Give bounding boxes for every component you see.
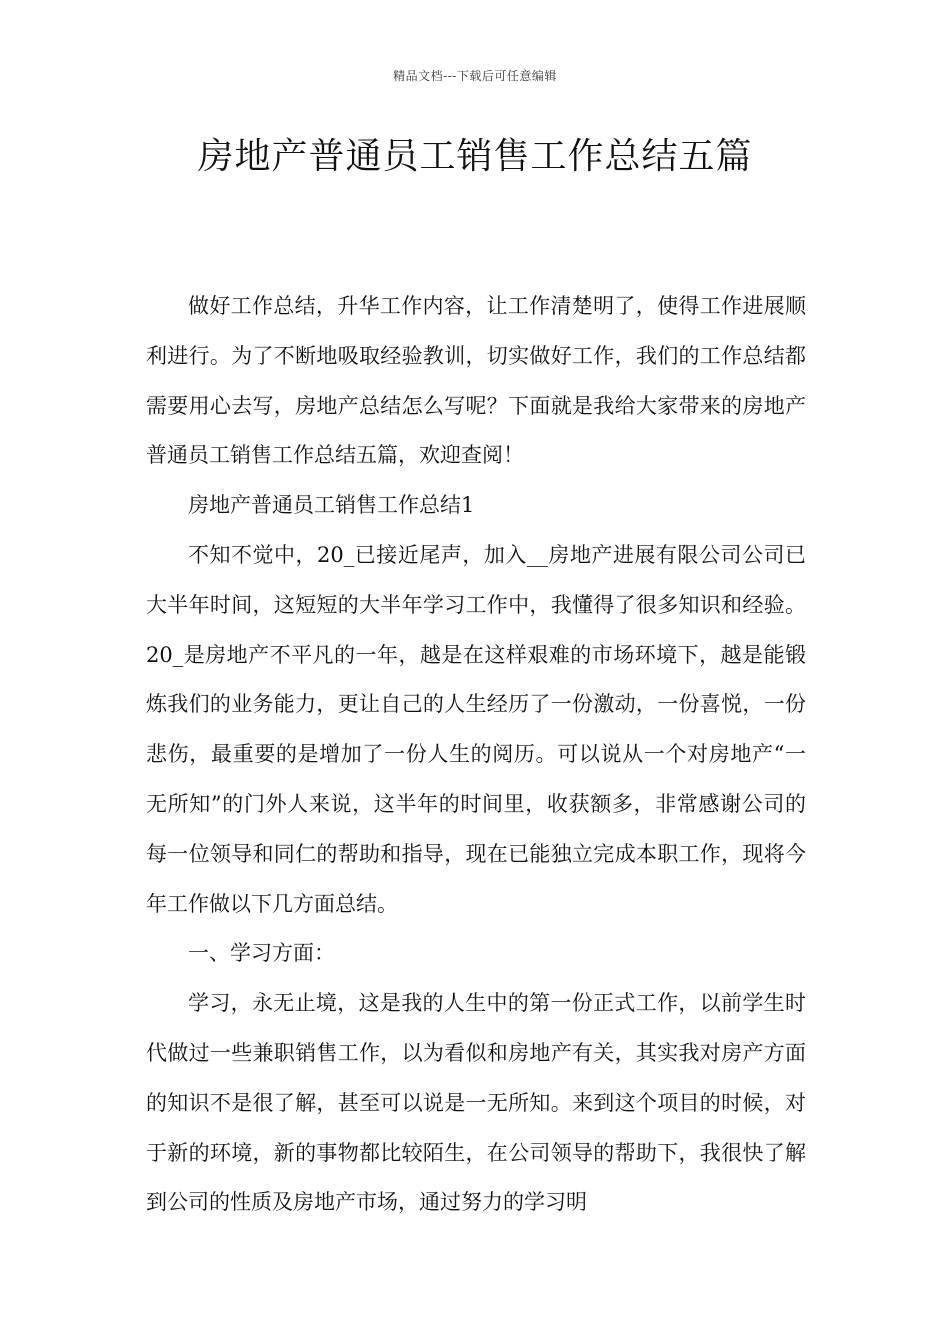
header-note: 精品文档---下载后可任意编辑 (393, 69, 557, 83)
body-paragraph: 学习，永无止境，这是我的人生中的第一份正式工作，以前学生时代做过一些兼职销售工作，以为看似和房地产有关，其实我对房产方面的知识不是很了解，甚至可以说是一无所知。来到这个项目的时候，对于新的环境，新的事物都比较陌生，在公司领导的帮助下，我很快了解到公司的性质及房地产市场，通过努力的学习明 (146, 991, 806, 1215)
subsection-heading: 一、学习方面： (188, 941, 335, 966)
document-body (146, 282, 806, 1228)
section-heading: 房地产普通员工销售工作总结1 (188, 493, 475, 518)
intro-paragraph: 做好工作总结，升华工作内容，让工作清楚明了，使得工作进展顺利进行。为了不断地吸取经验教训，切实做好工作，我们的工作总结都需要用心去写，房地产总结怎么写呢？下面就是我给大家带来的房地产普通员工销售工作总结五篇，欢迎查阅！ (146, 294, 806, 468)
body-paragraph: 不知不觉中，20_已接近尾声，加入__房地产进展有限公司公司已大半年时间，这短短的大半年学习工作中，我懂得了很多知识和经验。20_是房地产不平凡的一年，越是在这样艰难的市场环境下，越是能锻炼我们的业务能力，更让自己的人生经历了一份激动，一份喜悦，一份悲伤，最重要的是增加了一份人生的阅历。可以说从一个对房地产“一无所知”的门外人来说，这半年的时间里，收获额多，非常感谢公司的每一位领导和同仁的帮助和指导，现在已能独立完成本职工作，现将今年工作做以下几方面总结。 (146, 542, 806, 916)
document-title: 房地产普通员工销售工作总结五篇 (197, 136, 753, 177)
